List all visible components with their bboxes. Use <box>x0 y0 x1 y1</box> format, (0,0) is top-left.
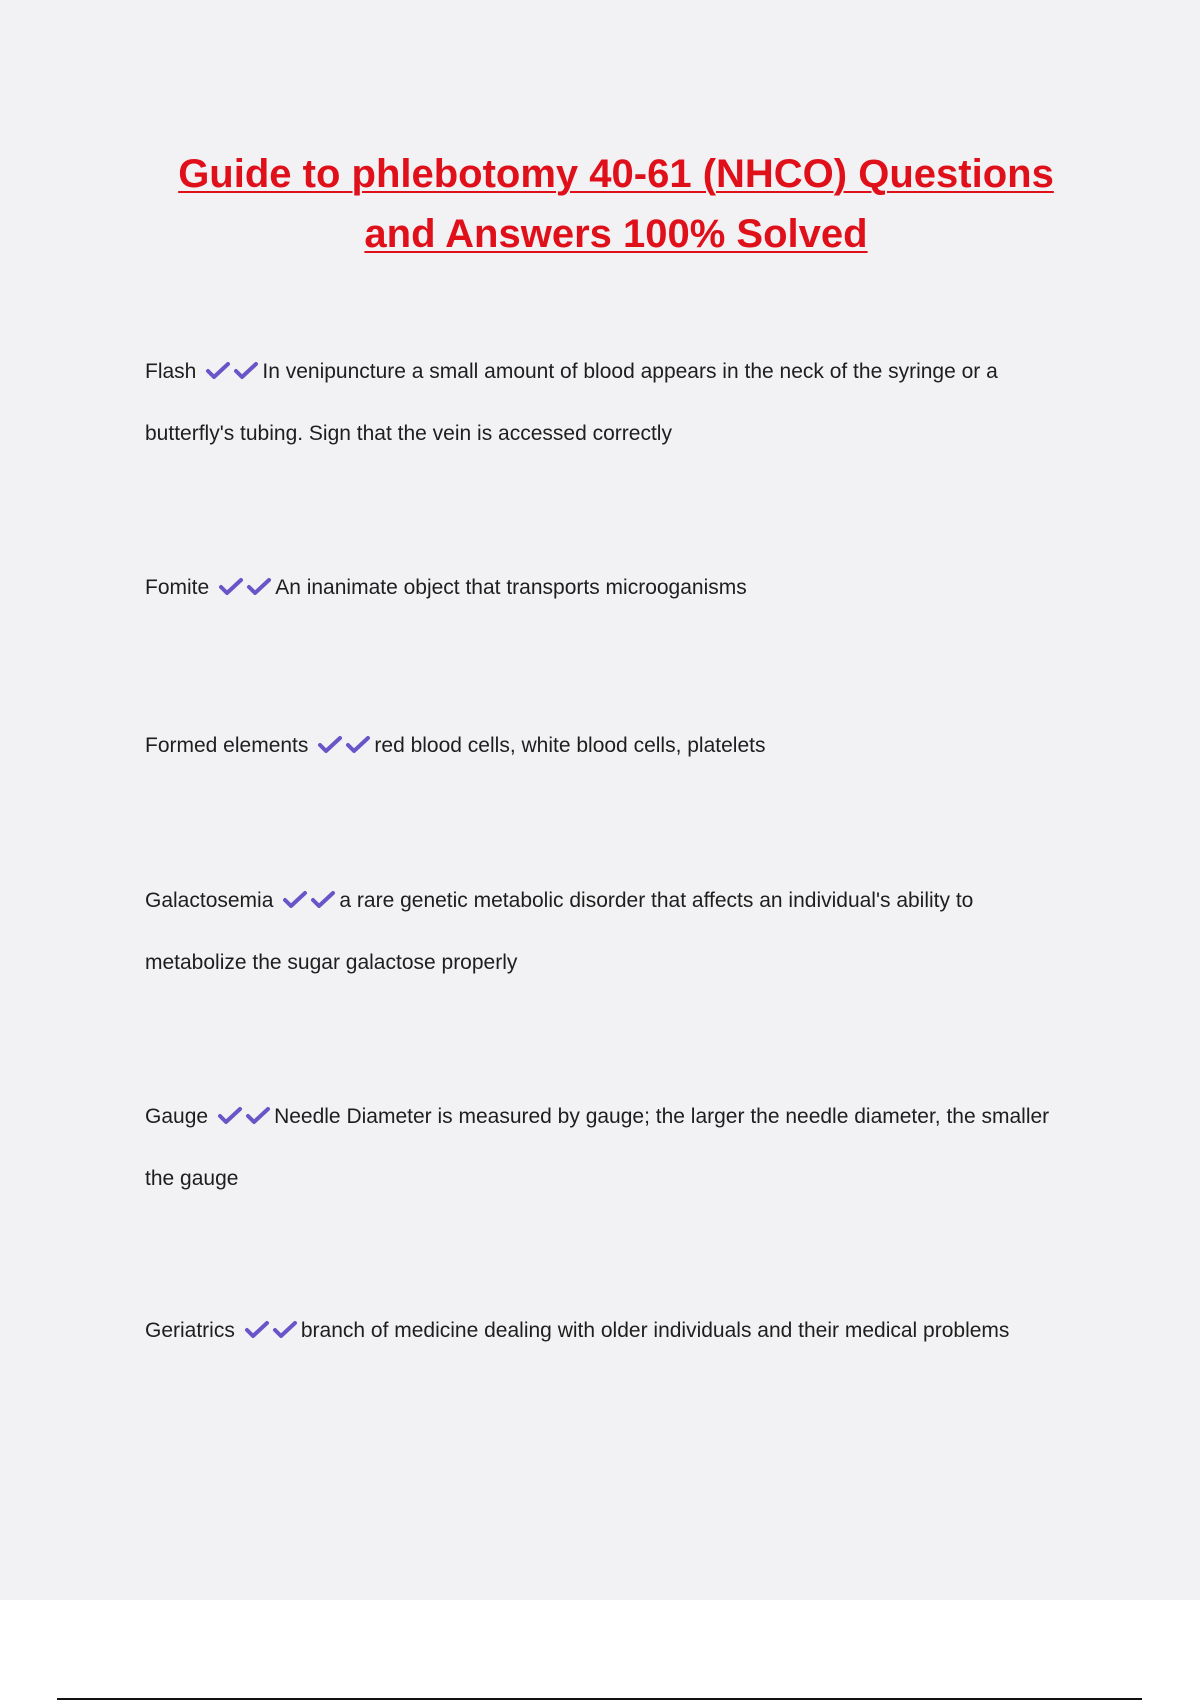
check-icon <box>245 577 273 597</box>
entry-term: Flash <box>145 360 197 383</box>
check-icon <box>309 890 337 910</box>
entry-term: Formed elements <box>145 734 309 757</box>
check-icon <box>216 1106 244 1126</box>
check-icon <box>316 735 344 755</box>
double-check-marks <box>281 889 337 912</box>
double-check-marks <box>243 1319 299 1342</box>
entry-definition: An inanimate object that transports microoganisms <box>275 576 747 599</box>
double-check-marks <box>204 360 260 383</box>
check-icon <box>344 735 372 755</box>
entry-term: Galactosemia <box>145 889 274 912</box>
check-icon <box>243 1320 271 1340</box>
entry-term: Fomite <box>145 576 210 599</box>
entry-fomite <box>145 557 1080 619</box>
entry-definition: red blood cells, white blood cells, platelets <box>374 734 766 757</box>
double-check-marks <box>316 734 372 757</box>
entry-formed-elements <box>145 715 1080 777</box>
check-icon <box>232 361 260 381</box>
document-title: Guide to phlebotomy 40-61 (NHCO) Questions and Answers 100% Solved <box>178 152 1054 256</box>
double-check-marks <box>216 1105 272 1128</box>
entry-geriatrics <box>145 1300 1080 1362</box>
entry-definition: Needle Diameter is measured by gauge; the larger the needle diameter, the smaller the gauge <box>145 1105 1050 1190</box>
entry-definition: branch of medicine dealing with older individuals and their medical problems <box>300 1319 1010 1342</box>
entry-term: Gauge <box>145 1105 209 1128</box>
entry-definition: In venipuncture a small amount of blood appears in the neck of the syringe or a butterfly's tubing. Sign that the vein is accessed correctly <box>145 360 998 445</box>
entry-flash <box>145 341 1080 465</box>
check-icon <box>204 361 232 381</box>
check-icon <box>217 577 245 597</box>
check-icon <box>271 1320 299 1340</box>
double-check-marks <box>217 576 273 599</box>
check-icon <box>281 890 309 910</box>
entry-term: Geriatrics <box>145 1319 235 1342</box>
check-icon <box>244 1106 272 1126</box>
entry-galactosemia <box>145 870 1080 994</box>
entry-gauge <box>145 1086 1080 1210</box>
entry-definition: a rare genetic metabolic disorder that affects an individual's ability to metabolize the sugar galactose properly <box>145 889 974 974</box>
